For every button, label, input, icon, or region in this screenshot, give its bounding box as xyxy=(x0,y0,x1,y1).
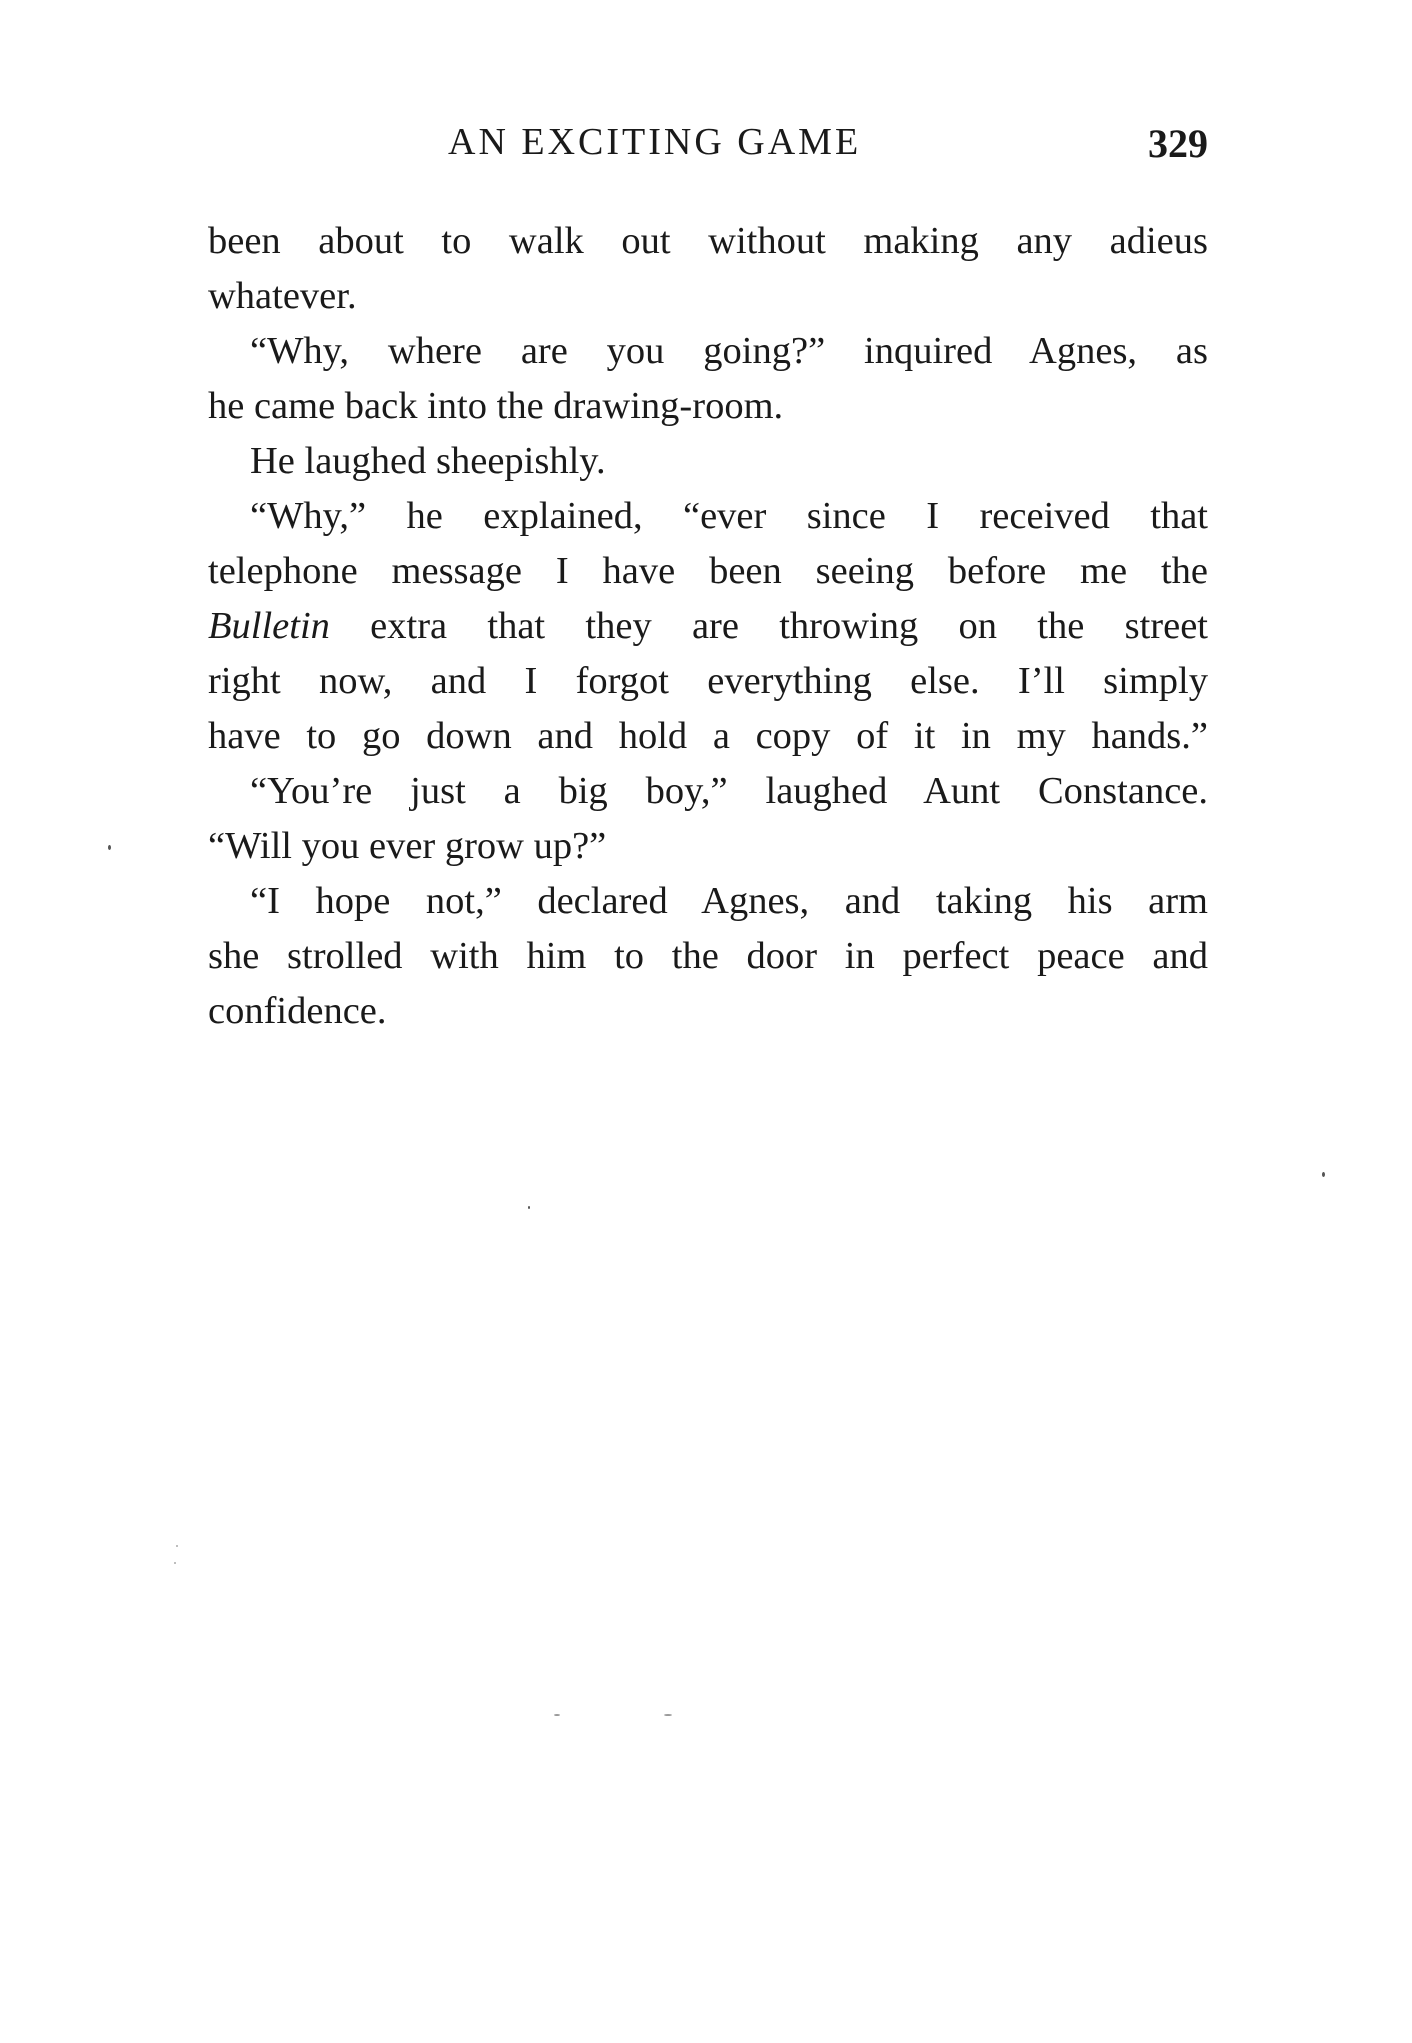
scan-speck xyxy=(664,1714,672,1716)
text-line: telephone message I have been seeing before me the xyxy=(208,550,1208,592)
scan-speck xyxy=(176,1545,178,1547)
text-line xyxy=(208,599,1208,654)
text-line: He laughed sheepishly. xyxy=(250,440,606,482)
scan-speck xyxy=(1322,1172,1325,1177)
paragraph xyxy=(208,214,1208,324)
running-head xyxy=(208,120,1208,170)
text-line: “I hope not,” declared Agnes, and taking his arm xyxy=(250,880,1208,922)
page-number: 329 xyxy=(1148,121,1208,166)
text-line: “Why,” he explained, “ever since I received that xyxy=(250,495,1208,537)
text-segment: extra that they are throwing on the street xyxy=(329,605,1208,647)
text-line: right now, and I forgot everything else. I’ll simply xyxy=(208,660,1208,702)
paragraph xyxy=(208,324,1208,434)
paragraph xyxy=(208,489,1208,764)
paragraph xyxy=(208,434,1208,489)
text-line: “You’re just a big boy,” laughed Aunt Constance. xyxy=(250,770,1208,812)
running-title: AN EXCITING GAME xyxy=(448,121,862,163)
text-line: been about to walk out without making any adieus xyxy=(208,220,1208,262)
italic-title: Bulletin xyxy=(208,605,330,647)
scan-speck xyxy=(554,1714,560,1716)
body-text xyxy=(208,214,1208,1039)
paragraph xyxy=(208,764,1208,874)
text-line: whatever. xyxy=(208,275,357,317)
text-line: he came back into the drawing-room. xyxy=(208,385,784,427)
scan-speck xyxy=(174,1562,176,1564)
text-line: she strolled with him to the door in perfect peace and xyxy=(208,935,1208,977)
text-line: “Will you ever grow up?” xyxy=(208,825,607,867)
scan-speck xyxy=(108,845,111,850)
text-line: have to go down and hold a copy of it in my hands.” xyxy=(208,715,1208,757)
scan-speck xyxy=(528,1206,530,1209)
text-line: confidence. xyxy=(208,990,387,1032)
paragraph xyxy=(208,874,1208,1039)
text-line: “Why, where are you going?” inquired Agnes, as xyxy=(250,330,1208,372)
